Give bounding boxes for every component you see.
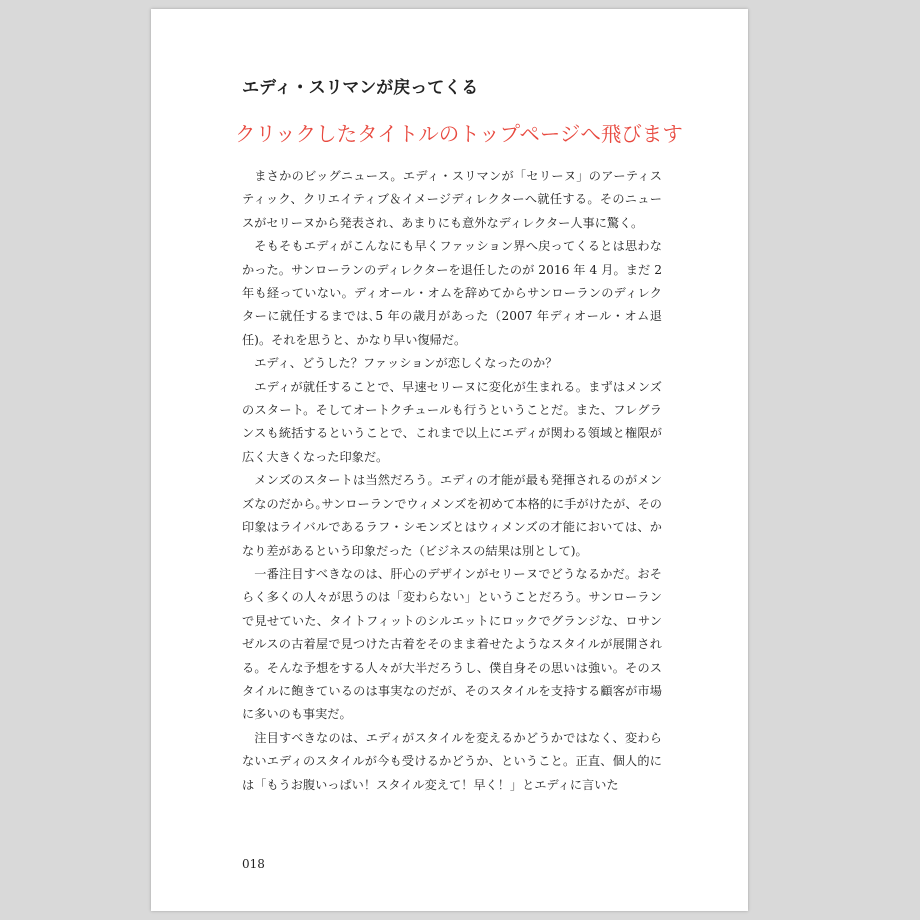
chapter-heading: エディ・スリマンが戻ってくる: [242, 78, 479, 98]
paragraph: まさかのビッグニュース。エディ・スリマンが「セリーヌ」のアーティスティック、クリエイティブ＆イメージディレクターへ就任する。そのニュースがセリーヌから発表され、あまりにも意外なディレクター人事に驚く。: [242, 169, 662, 230]
paragraph: そもそもエディがこんなにも早くファッション界へ戻ってくるとは思わなかった。サンローランのディレクターを退任したのが 2016 年 4 月。まだ 2 年も経っていない。ディオール・オムを辞めてからサンローランのディレクターに就任するまでは､5 年の歳月があった（2007 年ディオール・オム退任)。それを思うと、かなり早い復帰だ。: [242, 239, 662, 347]
paragraph: エディ、どうした？ファッションが恋しくなったのか？: [254, 356, 558, 371]
body-text: [242, 165, 662, 797]
top-page-link[interactable]: クリックしたタイトルのトップページへ飛びます: [235, 122, 683, 146]
book-page: [151, 9, 748, 911]
page-number: 018: [242, 857, 265, 871]
paragraph: 一番注目すべきなのは、肝心のデザインがセリーヌでどうなるかだ。おそらく多くの人々が思うのは「変わらない」ということだろう。サンローランで見せていた、タイトフィットのシルエットにロックでグランジな、ロサンゼルスの古着屋で見つけた古着をそのまま着せたようなスタイルが展開される。そんな予想をする人々が大半だろうし、僕自身その思いは強い。そのスタイルに飽きているのは事実なのだが、そのスタイルを支持する顧客が市場に多いのも事実だ。: [242, 566, 662, 722]
paragraph: エディが就任することで、早速セリーヌに変化が生まれる。まずはメンズのスタート。そしてオートクチュールも行うということだ。また、フレグランスも統括するということで、これまで以上にエディが関わる領域と権限が広く大きくなった印象だ。: [242, 379, 662, 464]
paragraph: 注目すべきなのは、エディがスタイルを変えるかどうかではなく、変わらないエディのスタイルが今も受けるかどうか、ということ。正直、個人的には「もうお腹いっぱい！スタイル変えて！早く！」とエディに言いた: [242, 730, 662, 792]
paragraph: メンズのスタートは当然だろう。エディの才能が最も発揮されるのがメンズなのだから｡サンローランでウィメンズを初めて本格的に手がけたが、その印象はライバルであるラフ・シモンズとはウィメンズの才能においては、かなり差があるという印象だった（ビジネスの結果は別として)。: [242, 473, 662, 558]
